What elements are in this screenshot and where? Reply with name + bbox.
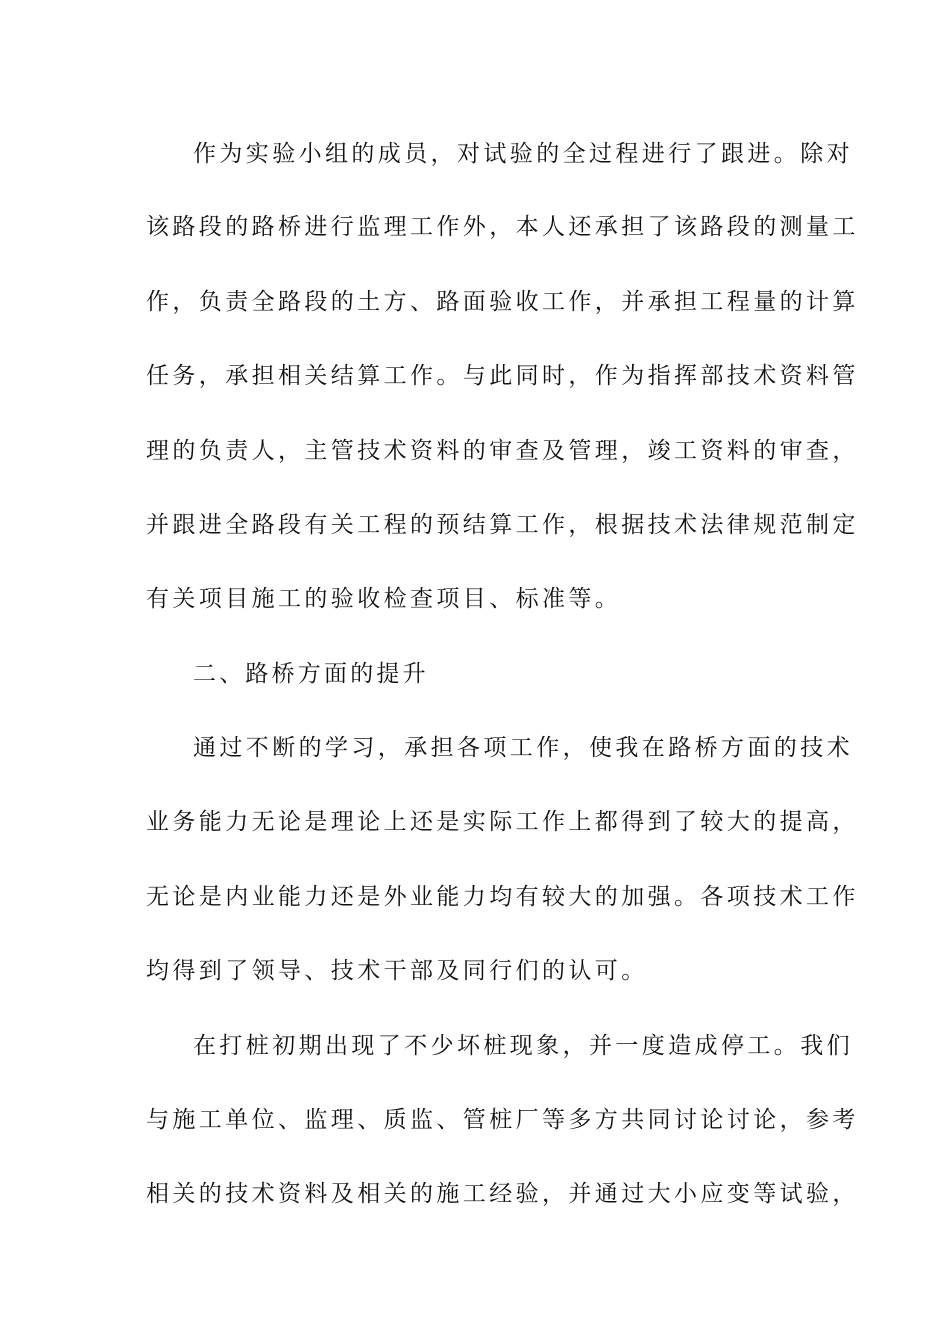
paragraph-1-line-5: 理的负责人，主管技术资料的审查及管理，竣工资料的审查， [146,438,859,464]
paragraph-2-line-3: 无论是内业能力还是外业能力均有较大的加强。各项技术工作 [146,884,859,910]
paragraph-1-line-1: 作为实验小组的成员，对试验的全过程进行了跟进。除对 [193,141,853,167]
paragraph-1-line-4: 任务，承担相关结算工作。与此同时，作为指挥部技术资料管 [146,363,859,389]
paragraph-1-line-3: 作，负责全路段的土方、路面验收工作，并承担工程量的计算 [146,289,859,315]
paragraph-2-line-1: 通过不断的学习，承担各项工作，使我在路桥方面的技术 [193,735,853,761]
paragraph-3-line-1: 在打桩初期出现了不少坏桩现象，并一度造成停工。我们 [193,1033,853,1059]
paragraph-1-line-6: 并跟进全路段有关工程的预结算工作，根据技术法律规范制定 [146,512,859,538]
paragraph-1-line-7: 有关项目施工的验收检查项目、标准等。 [146,586,622,612]
paragraph-2-line-2: 业务能力无论是理论上还是实际工作上都得到了较大的提高， [146,809,859,835]
paragraph-3-line-2: 与施工单位、监理、质监、管桩厂等多方共同讨论讨论，参考 [146,1107,859,1133]
paragraph-2-line-4: 均得到了领导、技术干部及同行们的认可。 [146,958,648,984]
paragraph-3-line-3: 相关的技术资料及相关的施工经验，并通过大小应变等试验， [146,1181,859,1207]
paragraph-1-line-2: 该路段的路桥进行监理工作外，本人还承担了该路段的测量工 [146,214,859,240]
section-heading: 二、路桥方面的提升 [193,661,429,687]
